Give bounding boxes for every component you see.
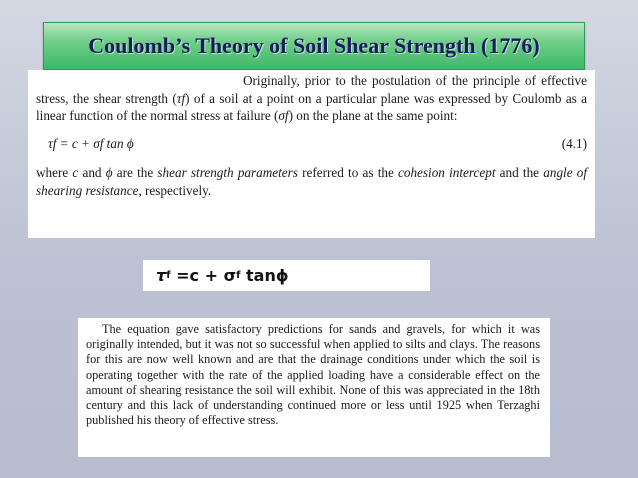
textbook-excerpt-top — [28, 70, 595, 238]
term-cohesion-intercept: cohesion intercept — [398, 165, 496, 181]
def-text-5: and the — [495, 165, 544, 181]
formula-box — [143, 260, 430, 291]
sigma-f-symbol: σf — [278, 108, 289, 124]
term-angle-of-shearing-resistance: angle of shearing resistance — [36, 165, 588, 198]
tau-f-symbol: τf — [176, 90, 186, 106]
formula-sigma: σ — [223, 266, 237, 285]
def-text-6: , respectively. — [138, 182, 212, 198]
intro-text-1: Originally, prior to the postulation of the principle of effective stress, the shear strength ( — [36, 73, 587, 106]
def-text-2: and — [78, 165, 106, 181]
intro-text-3: ) on the plane at the same point: — [288, 108, 458, 124]
formula-tan: tan — [240, 266, 276, 285]
phi-symbol: ϕ — [105, 165, 113, 181]
def-text-1: where — [36, 165, 73, 181]
slide-title: Coulomb’s Theory of Soil Shear Strength (1776) — [88, 33, 540, 58]
term-shear-strength-parameters: shear strength parameters — [157, 165, 298, 181]
textbook-excerpt-bottom — [78, 318, 550, 457]
equation-number: (4.1) — [561, 135, 587, 151]
def-text-3: are the — [112, 165, 158, 181]
excerpt-paragraph-intro — [36, 72, 587, 125]
formula-tau: τ — [156, 266, 167, 285]
def-text-4: referred to as the — [297, 165, 399, 181]
slide-title-bar — [43, 22, 585, 70]
intro-text-2: ) of a soil at a point on a particular plane was expressed by Coulomb as a linear function of the normal stress at failure ( — [36, 90, 587, 124]
c-symbol: c — [72, 165, 79, 181]
equation-4-1: τf = c + σf tan ϕ — [48, 135, 134, 151]
formula-mid: =c + — [170, 266, 224, 285]
formula-sigma-subscript: f — [236, 270, 241, 281]
equation-row — [36, 135, 587, 153]
formula-tau-subscript: f — [166, 270, 171, 281]
excerpt-paragraph-definitions — [36, 164, 587, 199]
excerpt-paragraph-history: The equation gave satisfactory predictions for sands and gravels, for which it was originally intended, but it was not so successful when applied to silts and clays. The reasons for this are now well known and are that the drainage conditions under which the soil is operating together with the rate of the applied loading have a considerable effect on the amount of shearing resistance the soil will exhibit. None of this was appreciated in the 18th century and this lack of understanding continued more or less until 1925 when Terzaghi published his theory of effective stress. — [86, 322, 540, 428]
formula-phi: ϕ — [275, 266, 289, 285]
